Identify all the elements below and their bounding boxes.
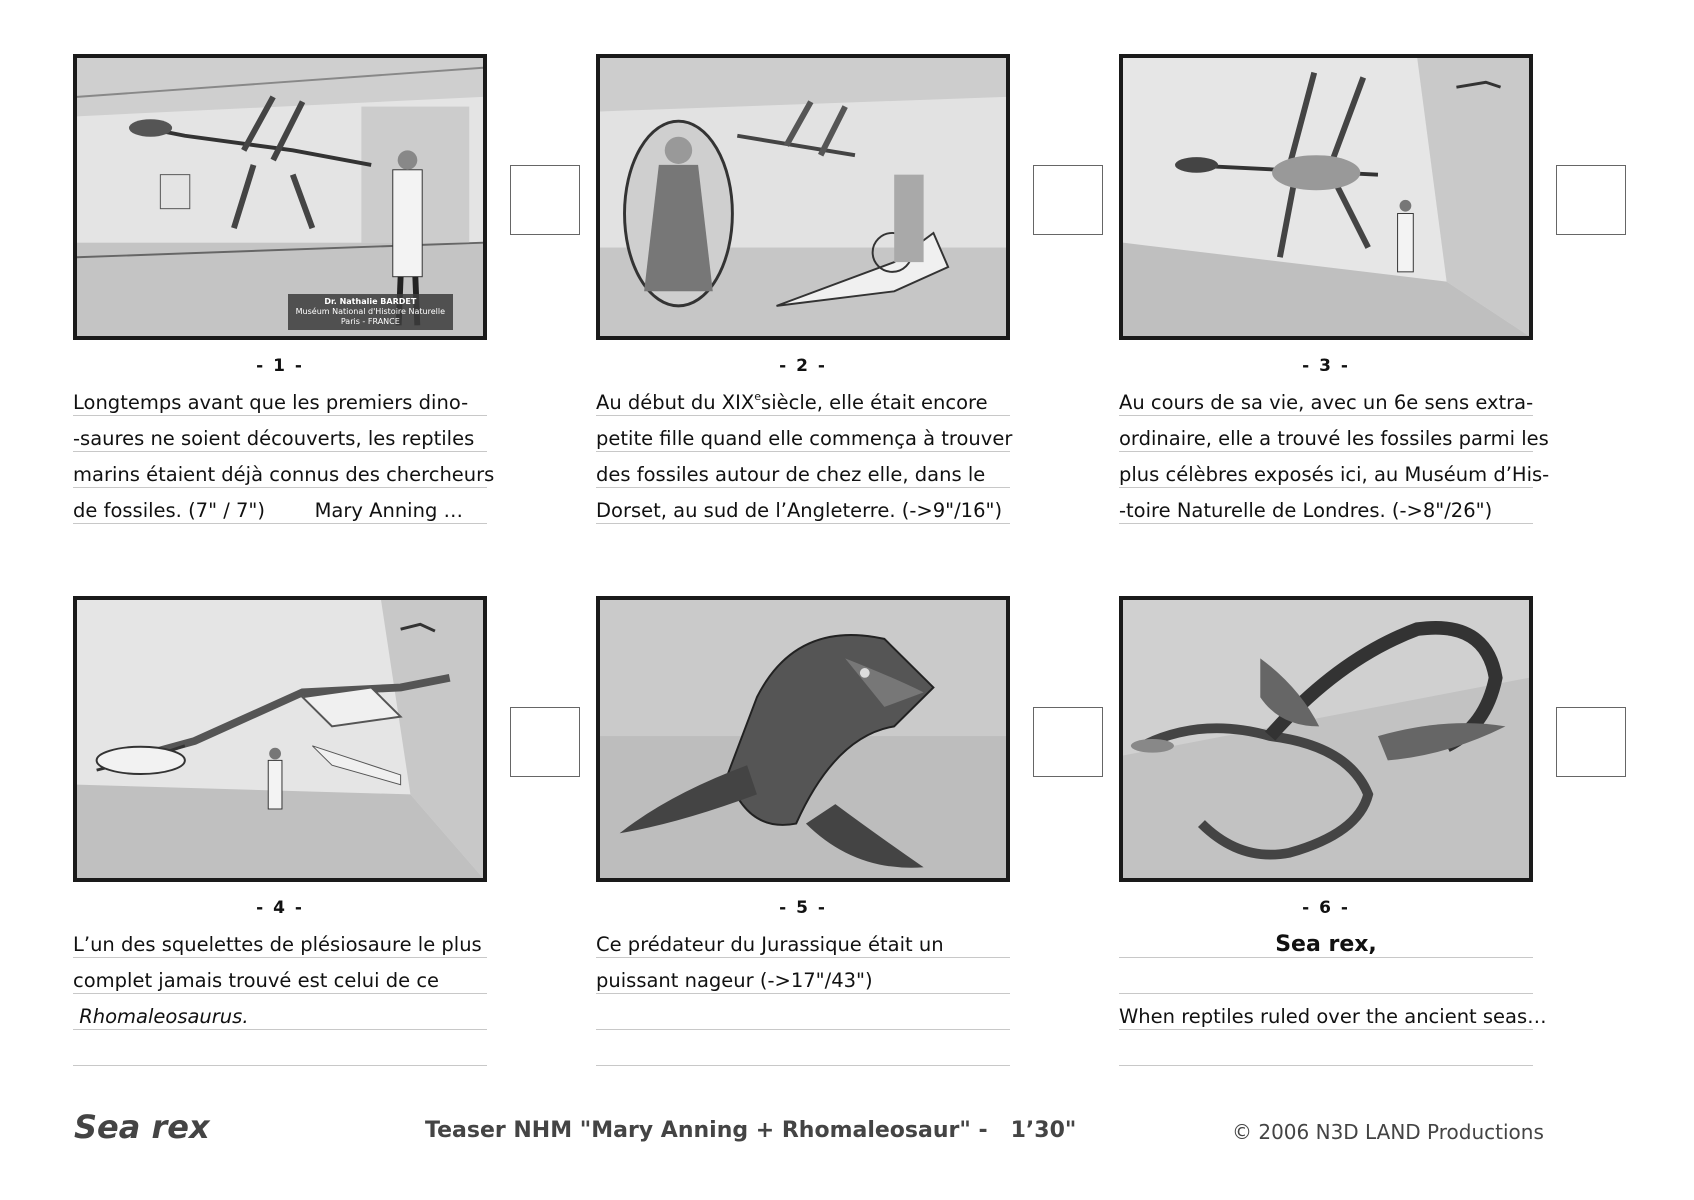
text-line [1119, 958, 1533, 994]
storyboard-panel-5 [596, 596, 1116, 1066]
panel-3-timing-box [1556, 165, 1626, 235]
speaker-institution: Muséum National d'Histoire Naturelle [295, 307, 445, 316]
panel-1-text [73, 380, 495, 524]
panel-4-timing-box [510, 707, 580, 777]
storyboard-panel-1 [73, 54, 593, 524]
text-fragment: siècle, elle était encore [761, 391, 988, 414]
storyboard-panel-2 [596, 54, 1116, 524]
text-line: petite fille quand elle commença à trouver [596, 416, 1010, 452]
speaker-caption [288, 294, 453, 330]
text-line: complet jamais trouvé est celui de ce [73, 958, 487, 994]
panel-3-sketch [1119, 54, 1533, 340]
text-line: Longtemps avant que les premiers dino- [73, 380, 487, 416]
panel-1-sketch [73, 54, 487, 340]
text-line: marins étaient déjà connus des chercheurs [73, 452, 487, 488]
panel-2-text [596, 380, 1013, 524]
storyboard-panel-3 [1119, 54, 1639, 524]
panel-4-sketch [73, 596, 487, 882]
text-line [1119, 1030, 1533, 1066]
text-line: des fossiles autour de chez elle, dans le [596, 452, 1010, 488]
text-line [73, 1030, 487, 1066]
panel-5-sketch [596, 596, 1010, 882]
text-line: -saures ne soient découverts, les reptiles [73, 416, 487, 452]
panel-5-timing-box [1033, 707, 1103, 777]
text-line [596, 994, 1010, 1030]
text-line: Dorset, au sud de l’Angleterre. (->9"/16") [596, 488, 1010, 524]
storyboard-panel-6 [1119, 596, 1639, 1066]
text-line-title: Sea rex, [1119, 922, 1533, 958]
text-line: When reptiles ruled over the ancient seas… [1119, 994, 1533, 1030]
text-line: plus célèbres exposés ici, au Muséum d’His- [1119, 452, 1533, 488]
footer-copyright: © 2006 N3D LAND Productions [1232, 1120, 1544, 1144]
panel-2-timing-box [1033, 165, 1103, 235]
speaker-location: Paris - FRANCE [340, 317, 400, 326]
panel-5-text [596, 922, 1010, 1066]
panel-6-number: - 6 - [1302, 898, 1350, 918]
text-line: de fossiles. (7" / 7") Mary Anning … [73, 488, 487, 524]
panel-2-sketch [596, 54, 1010, 340]
footer-subtitle: Teaser NHM "Mary Anning + Rhomaleosaur" - 1’30" [425, 1118, 1077, 1143]
panel-1-number: - 1 - [256, 356, 304, 376]
text-line: ordinaire, elle a trouvé les fossiles parmi les [1119, 416, 1533, 452]
text-line: Au cours de sa vie, avec un 6e sens extra- [1119, 380, 1533, 416]
footer-title: Sea rex [74, 1108, 210, 1146]
panel-4-text [73, 922, 487, 1066]
text-line: Rhomaleosaurus. [73, 994, 487, 1030]
panel-6-timing-box [1556, 707, 1626, 777]
panel-1-timing-box [510, 165, 580, 235]
text-line: Ce prédateur du Jurassique était un [596, 922, 1010, 958]
text-line: -toire Naturelle de Londres. (->8"/26") [1119, 488, 1533, 524]
text-line [596, 380, 1010, 416]
storyboard-panel-4 [73, 596, 593, 1066]
superscript: e [754, 390, 762, 403]
text-line: puissant nageur (->17"/43") [596, 958, 1010, 994]
panel-2-number: - 2 - [779, 356, 827, 376]
panel-3-text [1119, 380, 1550, 524]
panel-3-number: - 3 - [1302, 356, 1350, 376]
speaker-name: Dr. Nathalie BARDET [324, 297, 417, 306]
panel-5-number: - 5 - [779, 898, 827, 918]
text-line [596, 1030, 1010, 1066]
panel-4-number: - 4 - [256, 898, 304, 918]
panel-6-text [1119, 922, 1547, 1066]
panel-6-sketch [1119, 596, 1533, 882]
text-line: L’un des squelettes de plésiosaure le plus [73, 922, 487, 958]
text-fragment: Au début du XIX [596, 391, 755, 414]
